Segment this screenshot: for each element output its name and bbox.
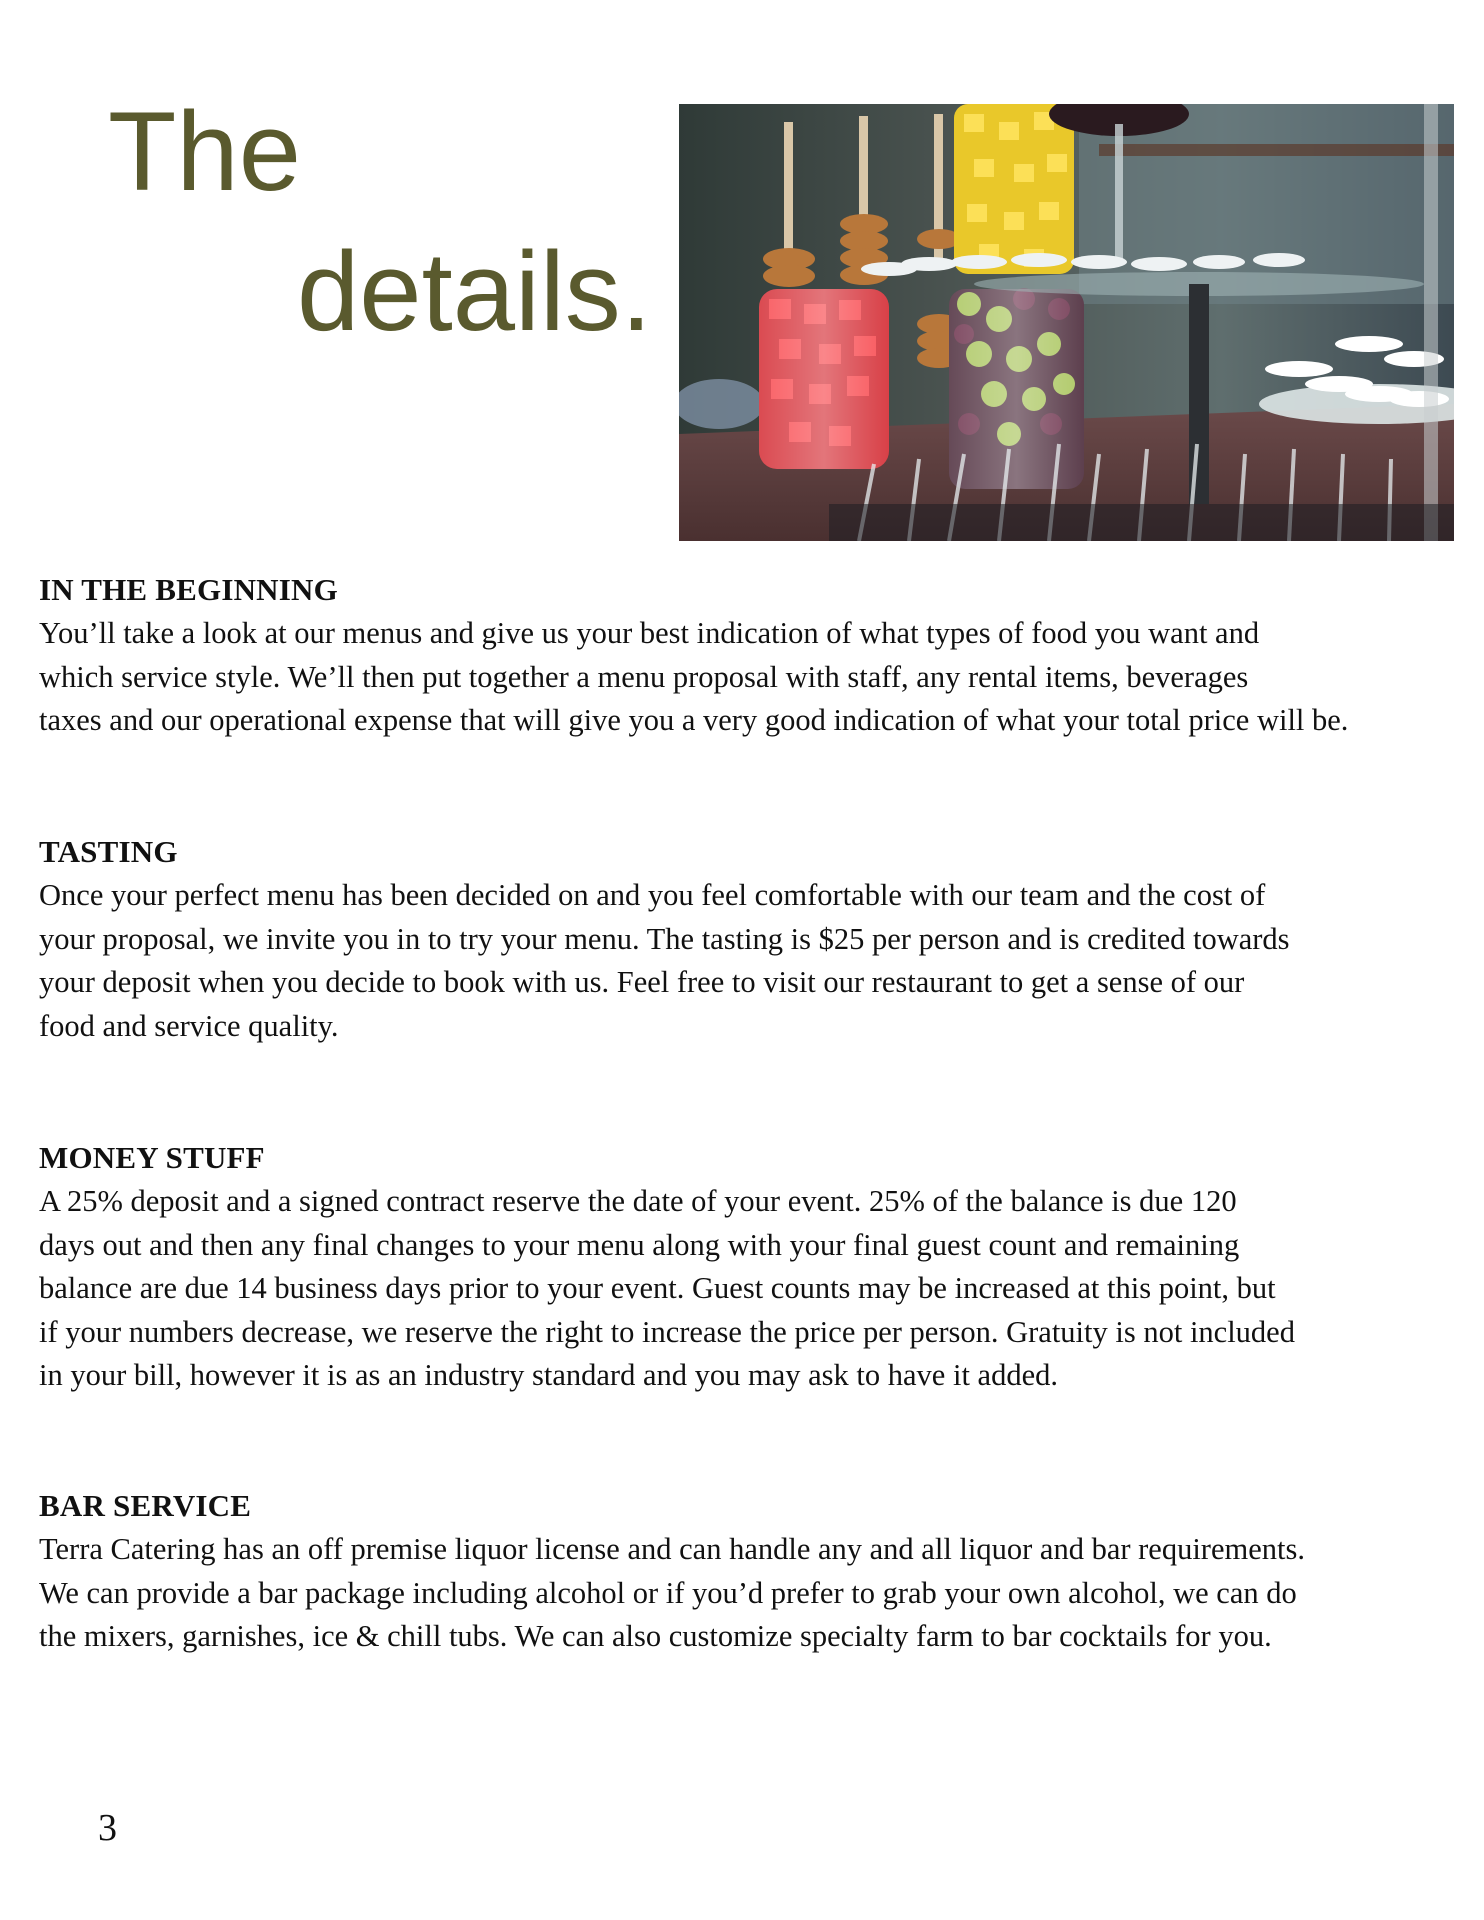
catering-photo <box>679 104 1454 541</box>
section-bar-service <box>39 1484 1479 1659</box>
section-money-stuff <box>39 1136 1479 1398</box>
section-in-the-beginning <box>39 568 1479 743</box>
page-title-line-1: The <box>108 89 301 214</box>
page-title-line-2: details. <box>297 229 652 354</box>
page-number: 3 <box>98 1807 117 1849</box>
section-body: Once your perfect menu has been decided on and you feel comfortable with our team and the cost of your proposal, we invite you in to try your menu. The tasting is $25 per person and is credited towards your deposit when you decide to book with us. Feel free to visit our restaurant to get a sense of our food and service quality. <box>39 878 1290 1043</box>
section-heading: TASTING <box>39 834 178 869</box>
section-body: You’ll take a look at our menus and give us your best indication of what types of food you want and which service style. We’ll then put together a menu proposal with staff, any rental items, beverages taxes and our operational expense that will give you a very good indication of what your total price will be. <box>39 616 1349 738</box>
section-body: Terra Catering has an off premise liquor license and can handle any and all liquor and bar requirements. We can provide a bar package including alcohol or if you’d prefer to grab your own alcohol, we can do the mixers, garnishes, ice & chill tubs. We can also customize specialty farm to bar cocktails for you. <box>39 1532 1305 1654</box>
section-body: A 25% deposit and a signed contract reserve the date of your event. 25% of the balance is due 120 days out and then any final changes to your menu along with your final guest count and remaining balance are due 14 business days prior to your event. Guest counts may be increased at this point, but if your numbers decrease, we reserve the right to increase the price per person. Gratuity is not included in your bill, however it is as an industry standard and you may ask to have it added. <box>39 1184 1295 1393</box>
section-heading: BAR SERVICE <box>39 1488 252 1523</box>
section-heading: IN THE BEGINNING <box>39 572 338 607</box>
section-tasting <box>39 830 1479 1048</box>
section-heading: MONEY STUFF <box>39 1140 265 1175</box>
